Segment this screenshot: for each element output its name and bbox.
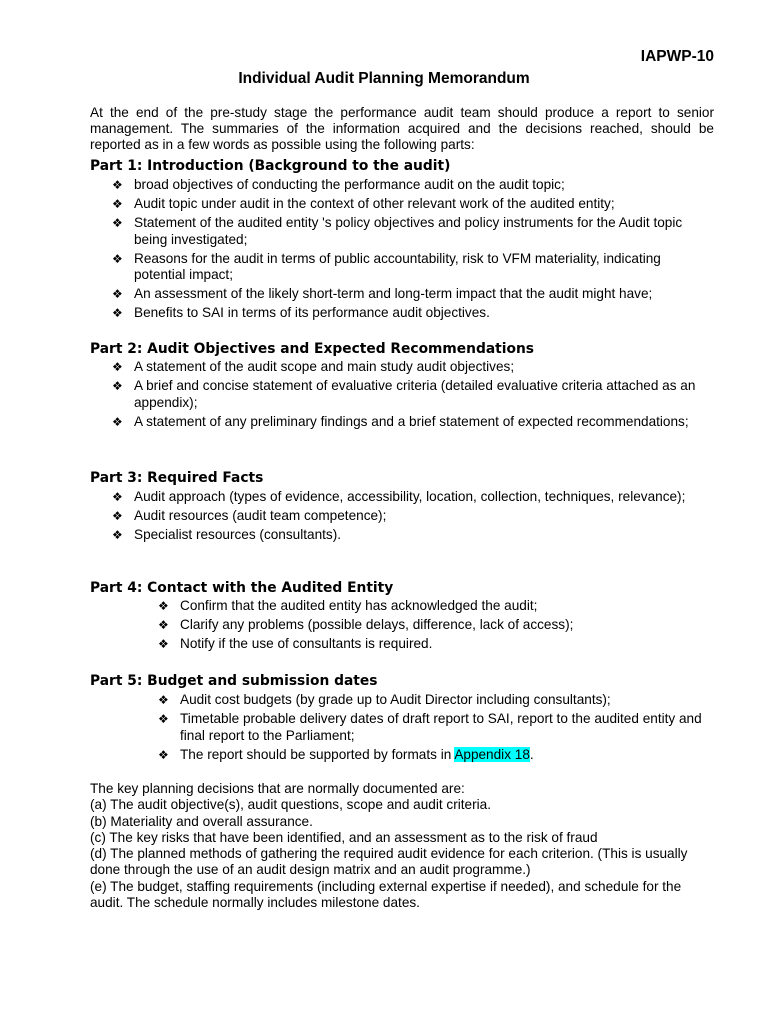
part-3-heading: Part 3: Required Facts — [90, 470, 264, 486]
part-1-list — [111, 177, 715, 324]
list-item: ❖ Statement of the audited entity 's policy objectives and policy instruments for the Audit topic being investigated; — [112, 214, 683, 247]
diamond-bullet-icon: ❖ — [112, 527, 123, 542]
list-item: ❖ Benefits to SAI in terms of its performance audit objectives. — [112, 305, 490, 321]
closing-item: (a) The audit objective(s), audit questions, scope and audit criteria. — [90, 797, 491, 813]
list-item: ❖ Timetable probable delivery dates of draft report to SAI, report to the audited entity and final report to the Parliament; — [158, 710, 702, 743]
diamond-bullet-icon: ❖ — [112, 508, 123, 523]
part-5-list — [157, 692, 717, 766]
part-2-list — [111, 359, 715, 433]
closing-item: (e) The budget, staffing requirements (including external expertise if needed), and schedule for the audit. The schedule normally includes milestone dates. — [90, 878, 682, 911]
diamond-bullet-icon: ❖ — [112, 287, 123, 302]
closing-item: (d) The planned methods of gathering the required audit evidence for each criterion. (This is usually done through the use of an audit design matrix and an audit programme.) — [90, 846, 688, 878]
list-item: ❖ Reasons for the audit in terms of public accountability, risk to VFM materiality, indicating potential impact; — [112, 250, 661, 283]
part-2-heading: Part 2: Audit Objectives and Expected Recommendations — [90, 341, 535, 357]
part-4-list — [157, 598, 717, 655]
diamond-bullet-icon: ❖ — [158, 599, 169, 613]
diamond-bullet-icon: ❖ — [112, 490, 123, 504]
appendix-18-link[interactable]: Appendix 18 — [454, 746, 530, 762]
list-item: ❖ A statement of any preliminary findings and a brief statement of expected recommendations; — [112, 413, 689, 429]
planning-decisions-block — [90, 781, 710, 911]
list-item: ❖ Audit resources (audit team competence); — [112, 507, 387, 523]
part-1-heading: Part 1: Introduction (Background to the audit) — [90, 158, 451, 174]
diamond-bullet-icon: ❖ — [112, 251, 123, 266]
document-code: IAPWP-10 — [640, 48, 714, 65]
diamond-bullet-icon: ❖ — [112, 414, 123, 429]
closing-lead: The key planning decisions that are normally documented are: — [90, 781, 465, 796]
list-item: ❖ The report should be supported by formats in Appendix 18. — [158, 746, 534, 762]
list-item: ❖ A brief and concise statement of evaluative criteria (detailed evaluative criteria attached as an appendix); — [112, 377, 696, 410]
part-5-heading: Part 5: Budget and submission dates — [90, 673, 378, 689]
diamond-bullet-icon: ❖ — [112, 215, 123, 230]
list-item: ❖ An assessment of the likely short-term and long-term impact that the audit might have; — [112, 286, 653, 302]
diamond-bullet-icon: ❖ — [112, 196, 123, 211]
diamond-bullet-icon: ❖ — [112, 378, 123, 393]
diamond-bullet-icon: ❖ — [158, 693, 169, 707]
diamond-bullet-icon: ❖ — [158, 636, 169, 651]
list-item: ❖ Confirm that the audited entity has acknowledged the audit; — [158, 598, 538, 613]
list-item: ❖ Audit cost budgets (by grade up to Audit Director including consultants); — [158, 692, 611, 707]
diamond-bullet-icon: ❖ — [112, 178, 123, 192]
intro-paragraph: At the end of the pre-study stage the performance audit team should produce a report to senior management. The summaries of the information acquired and the decisions reached, should be reported as in a few words as possible using the following parts: — [90, 105, 714, 153]
list-item: ❖ Clarify any problems (possible delays, difference, lack of access); — [158, 616, 574, 632]
list-item: ❖ A statement of the audit scope and main study audit objectives; — [112, 359, 515, 374]
diamond-bullet-icon: ❖ — [158, 711, 169, 726]
diamond-bullet-icon: ❖ — [112, 306, 123, 321]
list-item: ❖ broad objectives of conducting the performance audit on the audit topic; — [112, 177, 565, 192]
diamond-bullet-icon: ❖ — [112, 360, 123, 374]
diamond-bullet-icon: ❖ — [158, 617, 169, 632]
document-title: Individual Audit Planning Memorandum — [238, 70, 530, 87]
diamond-bullet-icon: ❖ — [158, 747, 169, 762]
list-item: ❖ Audit topic under audit in the context of other relevant work of the audited entity; — [112, 195, 615, 211]
list-item: ❖ Notify if the use of consultants is required. — [158, 635, 433, 651]
closing-item: (c) The key risks that have been identified, and an assessment as to the risk of fraud — [90, 829, 598, 845]
list-item: ❖ Audit approach (types of evidence, accessibility, location, collection, techniques, relevance); — [112, 489, 686, 504]
part-4-heading: Part 4: Contact with the Audited Entity — [90, 580, 394, 596]
list-item: ❖ Specialist resources (consultants). — [112, 526, 342, 542]
part-3-list — [111, 489, 715, 546]
closing-item: (b) Materiality and overall assurance. — [90, 813, 313, 829]
